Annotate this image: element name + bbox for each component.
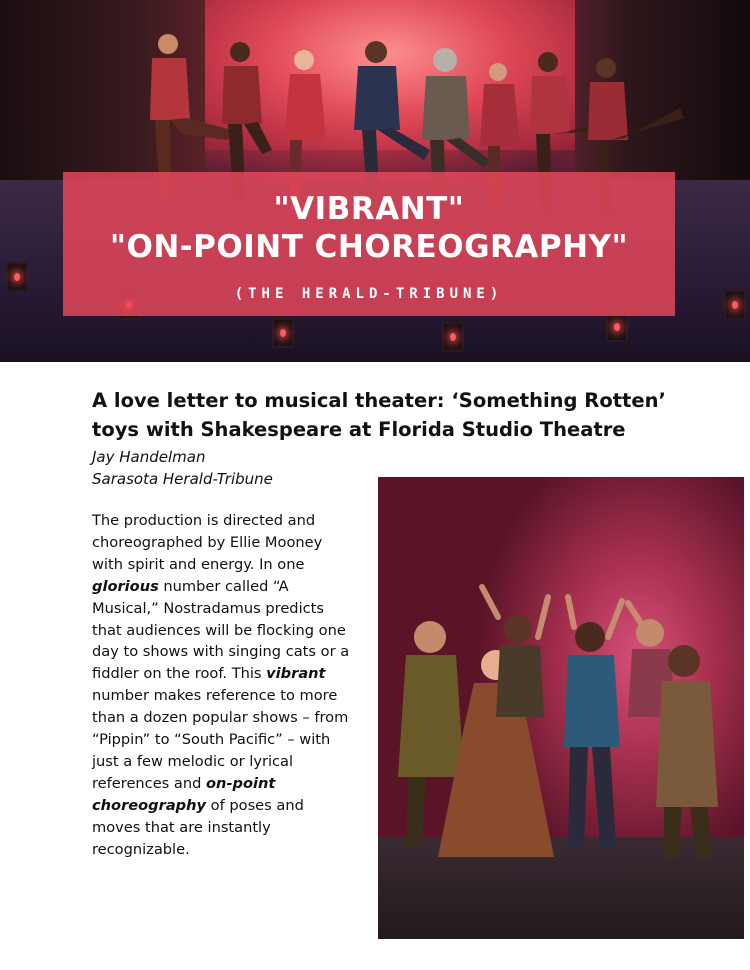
stage-lantern-left [6, 262, 28, 292]
stage-lantern [272, 318, 294, 348]
body-emphasis-on-point-choreography: on-point choreography [92, 774, 276, 814]
author-name: Jay Handelman [92, 448, 206, 466]
hero-stage-photo [0, 0, 750, 362]
cast-performance-photo [378, 477, 744, 939]
stage-lantern [442, 322, 464, 352]
article-body [92, 510, 350, 861]
article-headline: A love letter to musical theater: ‘Something Rotten’ toys with Shakespeare at Florida Studio Theatre [92, 389, 666, 441]
quote-on-point-choreography: "ON-POINT CHOREOGRAPHY" [109, 229, 629, 265]
cast-figures-illustration [378, 477, 744, 939]
stage-lantern-right [724, 290, 746, 320]
body-emphasis-glorious: glorious [92, 577, 159, 595]
review-quote-overlay [63, 172, 675, 316]
quote-vibrant: "VIBRANT" [273, 191, 465, 227]
body-emphasis-vibrant: vibrant [266, 665, 326, 683]
publication-name: Sarasota Herald-Tribune [92, 470, 273, 488]
stage-lantern [606, 312, 628, 342]
body-text-part: number called “A Musical,” Nostradamus predicts that audiences will be flocking one day to shows with singing cats or a fiddler on the roof. This [92, 577, 350, 683]
body-text-part: of poses and moves that are instantly recognizable. [92, 796, 304, 858]
body-text-part: The production is directed and choreographed by Ellie Mooney with spirit and energy. In one [92, 512, 323, 573]
body-text-part: number makes reference to more than a dozen popular shows – from “Pippin” to “South Pacific” – with just a few melodic or lyrical references and [92, 687, 349, 792]
article-byline [92, 446, 372, 490]
quote-source: (THE HERALD-TRIBUNE) [234, 286, 504, 302]
